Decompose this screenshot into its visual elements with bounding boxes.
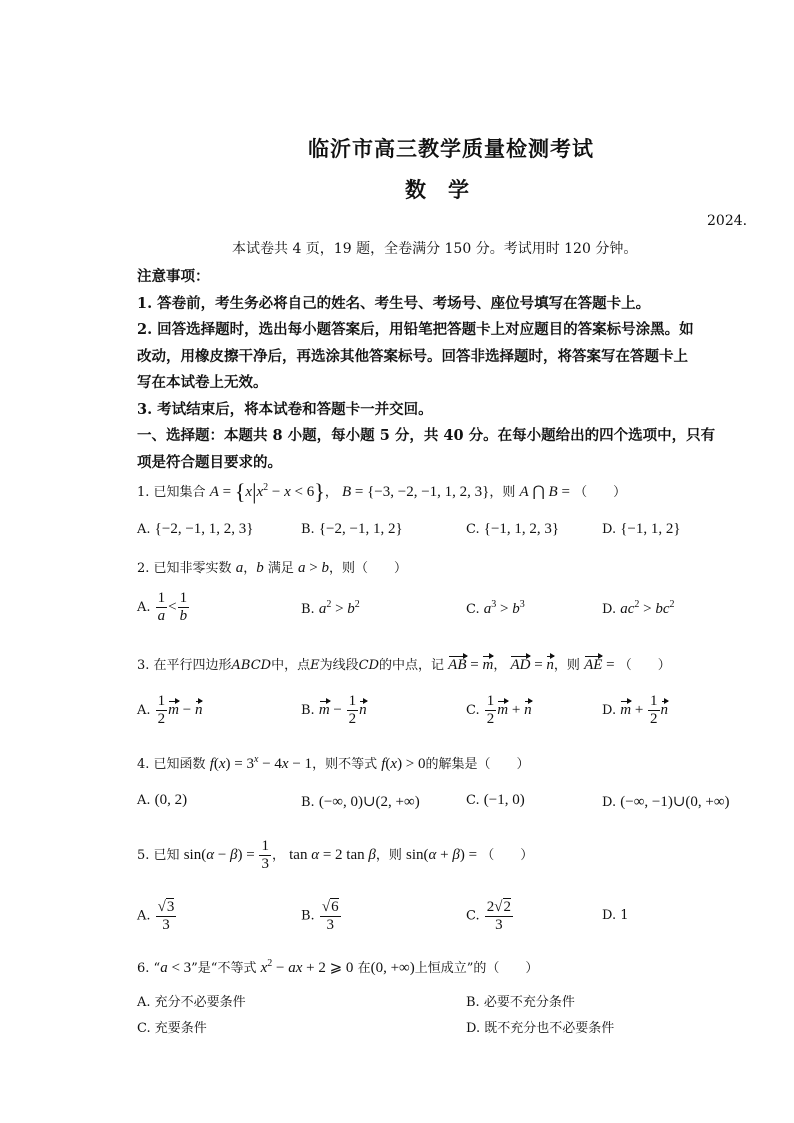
q1-set-b: B = {−3, −2, −1, 1, 2, 3} xyxy=(341,484,490,500)
q2-option-c[interactable]: C. $a^3 > b^3$ xyxy=(466,599,525,617)
q1-intersection: A ⋂ B = xyxy=(519,484,570,500)
q1-option-a[interactable]: A. {−2, −1, 1, 2, 3} xyxy=(137,521,254,537)
question-2: 2. 已知非零实数 a，b 满足 a > b，则（ ） xyxy=(137,560,407,576)
page-title: 临沂市高三教学质量检测考试 xyxy=(308,136,594,161)
notice-item-1: 1. 答卷前，考生务必将自己的姓名、考生号、考场号、座位号填写在答题卡上。 xyxy=(137,295,651,312)
q1-option-b[interactable]: B. {−2, −1, 1, 2} xyxy=(301,521,403,537)
q6-option-b[interactable]: B. 必要不充分条件 xyxy=(466,995,575,1010)
question-6: 6. “a < 3”是“不等式 $x^2$ − ax + 2 ⩾ 0 在(0, +∞)上恒成立”的（ ） xyxy=(137,958,539,976)
q3-option-d[interactable]: D. m + $\frac{1}{2}$ n xyxy=(602,693,669,727)
q4-option-c[interactable]: C. (−1, 0) xyxy=(466,792,525,808)
q4-option-b[interactable]: B. (−∞, 0)∪(2, +∞) xyxy=(301,794,420,810)
notice-item-2-line-1: 2. 回答选择题时，选出每小题答案后，用铅笔把答题卡上对应题目的答案标号涂黑。如 xyxy=(137,321,694,338)
q2-option-d[interactable]: D. $ac^2 > bc^2$ xyxy=(602,599,675,617)
q1-option-d[interactable]: D. {−1, 1, 2} xyxy=(602,521,681,537)
section-heading-line-2: 项是符合题目要求的。 xyxy=(137,454,282,471)
question-4: 4. 已知函数 $f(x) = 3^x - 4x - 1$，则不等式 f(x) > 0的解集是（ ） xyxy=(137,754,530,772)
question-1: 1. 已知集合 $A = \{x|x^2 - x < 6\}$， B = {−3, −2, −1, 1, 2, 3}，则 A ⋂ B = （ ） xyxy=(137,479,627,504)
q3-option-c[interactable]: C. $\frac{1}{2}$ m + n xyxy=(466,693,532,727)
notice-item-2-line-3: 写在本试卷上无效。 xyxy=(137,374,268,391)
q5-option-a[interactable]: A. $\frac{√3}{3}$ xyxy=(137,899,175,933)
subject-title: 数学 xyxy=(405,177,491,202)
notice-item-2-line-2: 改动，用橡皮擦干净后，再选涂其他答案标号。回答非选择题时，将答案写在答题卡上 xyxy=(137,348,688,365)
q1-option-c[interactable]: C. {−1, 1, 2, 3} xyxy=(466,521,560,537)
q1-prefix: 1. 已知集合 xyxy=(137,485,206,500)
exam-year: 2024. xyxy=(707,213,748,229)
exam-info: 本试卷共 4 页，19 题，全卷满分 150 分。考试用时 120 分钟。 xyxy=(232,241,638,257)
question-3: 3. 在平行四边形ABCD中，点E为线段CD的中点，记 AB = m， AD = n，则 AE = （ ） xyxy=(137,657,671,673)
q2-option-b[interactable]: B. $a^2 > b^2$ xyxy=(301,599,360,617)
q5-option-b[interactable]: B. $\frac{√6}{3}$ xyxy=(301,899,339,933)
q1-set-a: $A = \{x|x^2 - x < 6\}$ xyxy=(209,479,325,504)
q6-option-d[interactable]: D. 既不充分也不必要条件 xyxy=(466,1021,615,1036)
q6-option-a[interactable]: A. 充分不必要条件 xyxy=(137,995,246,1010)
notice-item-3: 3. 考试结束后，将本试卷和答题卡一并交回。 xyxy=(137,401,433,418)
question-5: 5. 已知 sin(α − β) = $\frac{1}{3}$ ， tan α = 2 tan β，则 sin(α + β) = （ ） xyxy=(137,838,534,872)
q3-option-a[interactable]: A. $\frac{1}{2}$ m − n xyxy=(137,693,203,727)
q5-option-d[interactable]: D. 1 xyxy=(602,908,629,923)
section-heading-line-1: 一、选择题：本题共 8 小题，每小题 5 分，共 40 分。在每小题给出的四个选项中，只有 xyxy=(137,427,716,444)
q4-option-a[interactable]: A. (0, 2) xyxy=(137,792,188,808)
q3-option-b[interactable]: B. m − $\frac{1}{2}$ n xyxy=(301,693,367,727)
q6-option-c[interactable]: C. 充要条件 xyxy=(137,1021,207,1036)
q4-option-d[interactable]: D. (−∞, −1)∪(0, +∞) xyxy=(602,794,730,810)
q5-option-c[interactable]: C. $\frac{2√2}{3}$ xyxy=(466,899,511,933)
notice-heading: 注意事项： xyxy=(137,268,210,285)
q2-option-a[interactable]: A. $\frac{1}{a}$ < $\frac{1}{b}$ xyxy=(137,590,188,624)
